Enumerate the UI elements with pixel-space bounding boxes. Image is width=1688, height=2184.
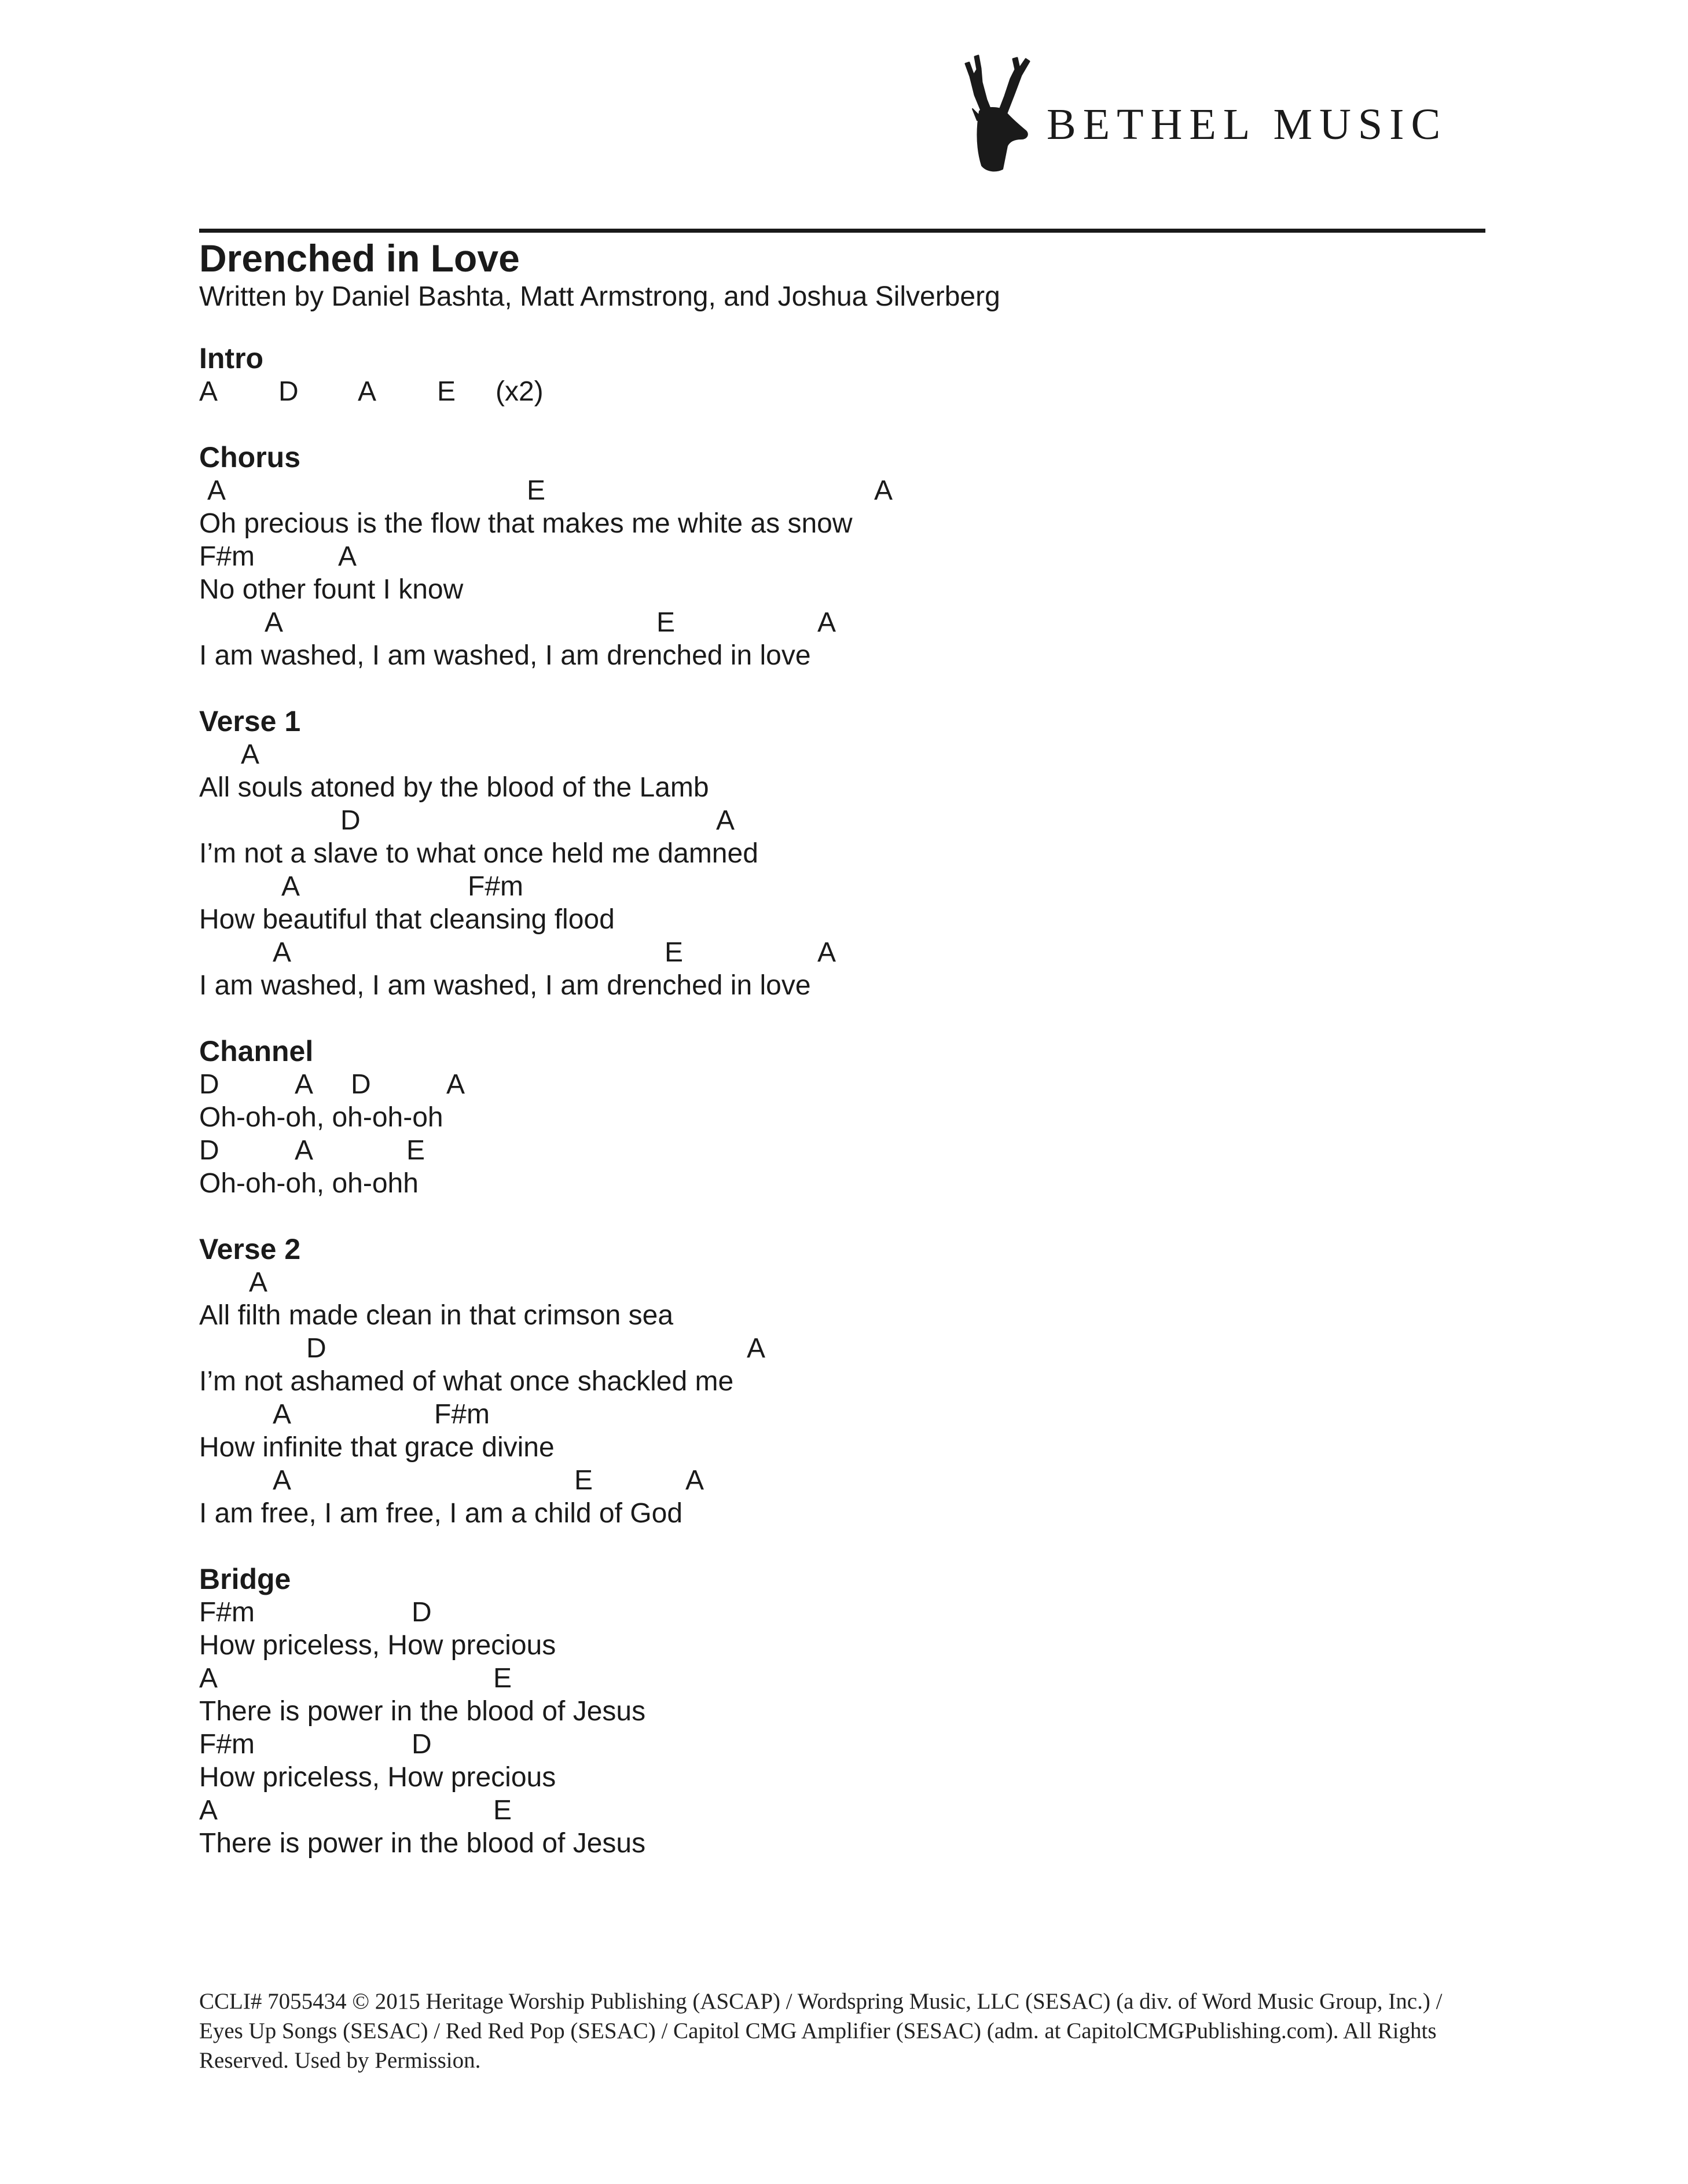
chord: A bbox=[241, 739, 260, 770]
song-title: Drenched in Love bbox=[199, 237, 520, 280]
chord: D bbox=[351, 1069, 371, 1100]
chord: A bbox=[273, 1399, 292, 1430]
section-title: Chorus bbox=[199, 441, 300, 473]
chord: E bbox=[527, 475, 546, 506]
chord: A bbox=[716, 805, 735, 836]
chord: E bbox=[665, 937, 684, 968]
chord-line bbox=[199, 1728, 1473, 1761]
lyric-line: All filth made clean in that crimson sea bbox=[199, 1300, 674, 1331]
lyric-line: No other fount I know bbox=[199, 574, 464, 605]
chord-line bbox=[199, 1662, 1473, 1695]
chord: A bbox=[199, 1795, 218, 1826]
chord: A bbox=[817, 937, 836, 968]
lyric-line: All souls atoned by the blood of the Lamb bbox=[199, 772, 709, 803]
chord-line bbox=[199, 474, 1473, 507]
section-title: Intro bbox=[199, 342, 264, 375]
chord: A bbox=[295, 1069, 314, 1100]
lyric-line: How beautiful that cleansing flood bbox=[199, 904, 615, 935]
section-title: Channel bbox=[199, 1035, 314, 1067]
lyric-line: I’m not ashamed of what once shackled me bbox=[199, 1366, 734, 1397]
lyric-line: Oh-oh-oh, oh-oh-oh bbox=[199, 1102, 443, 1133]
chord-line bbox=[199, 540, 1473, 573]
chord: A bbox=[273, 1465, 292, 1496]
section-chorus bbox=[199, 441, 1473, 672]
header-divider bbox=[199, 229, 1485, 233]
chord: A bbox=[295, 1135, 314, 1166]
section-verse-1 bbox=[199, 704, 1473, 1002]
chord: D bbox=[199, 1069, 219, 1100]
chord-line bbox=[199, 606, 1473, 639]
chord: A bbox=[249, 1267, 268, 1298]
chord: A bbox=[874, 475, 893, 506]
chord: A bbox=[747, 1333, 766, 1364]
chord: E bbox=[574, 1465, 593, 1496]
section-title: Verse 2 bbox=[199, 1233, 301, 1265]
lyric-line: How priceless, How precious bbox=[199, 1762, 556, 1793]
chord: E bbox=[493, 1795, 512, 1826]
chord: A bbox=[685, 1465, 704, 1496]
section-verse-2 bbox=[199, 1232, 1473, 1530]
chord-line bbox=[199, 804, 1473, 837]
chord-line bbox=[199, 1596, 1473, 1629]
chord: A bbox=[358, 376, 377, 407]
chord: A bbox=[265, 607, 284, 638]
chord: F#m bbox=[199, 541, 255, 572]
chord-line bbox=[199, 1332, 1473, 1365]
lyric-line: How infinite that grace divine bbox=[199, 1432, 555, 1463]
lyric-line: I am free, I am free, I am a child of God bbox=[199, 1498, 683, 1529]
chord-line bbox=[199, 1398, 1473, 1431]
chord-line bbox=[199, 1068, 1473, 1101]
chord-line bbox=[199, 738, 1473, 771]
section-bridge bbox=[199, 1562, 1473, 1860]
chord: E bbox=[493, 1663, 512, 1694]
chord-line bbox=[199, 375, 1473, 408]
chord: A bbox=[446, 1069, 465, 1100]
chord: D bbox=[412, 1729, 432, 1760]
section-title: Bridge bbox=[199, 1563, 291, 1595]
lyric-line: I am washed, I am washed, I am drenched in love bbox=[199, 970, 811, 1001]
chord-line bbox=[199, 1266, 1473, 1299]
chord-line bbox=[199, 936, 1473, 969]
song-credits: Written by Daniel Bashta, Matt Armstrong, and Joshua Silverberg bbox=[199, 281, 1000, 312]
chord: D bbox=[412, 1597, 432, 1628]
chord: A bbox=[273, 937, 292, 968]
lyric-line: There is power in the blood of Jesus bbox=[199, 1696, 646, 1727]
section-title: Verse 1 bbox=[199, 705, 301, 737]
lyric-line: Oh precious is the flow that makes me white as snow bbox=[199, 508, 853, 539]
brand-name: BETHEL MUSIC bbox=[1047, 100, 1448, 149]
chord: A bbox=[338, 541, 357, 572]
chord: E bbox=[656, 607, 676, 638]
chord-line bbox=[199, 1464, 1473, 1497]
section-channel bbox=[199, 1034, 1473, 1200]
chord-line bbox=[199, 870, 1473, 903]
chord: A bbox=[199, 376, 218, 407]
lyric-line: How priceless, How precious bbox=[199, 1630, 556, 1661]
lyric-line: I’m not a slave to what once held me damned bbox=[199, 838, 758, 869]
chord-line bbox=[199, 1794, 1473, 1827]
repeat-marker: (x2) bbox=[496, 376, 544, 407]
stag-head-icon bbox=[949, 46, 1036, 174]
chord-sheet bbox=[199, 342, 1473, 1892]
chord: D bbox=[199, 1135, 219, 1166]
chord-line bbox=[199, 1134, 1473, 1167]
chord: D bbox=[278, 376, 299, 407]
copyright-notice: CCLI# 7055434 © 2015 Heritage Worship Publishing (ASCAP) / Wordspring Music, LLC (SESAC) (a div. of Word Music Group, Inc.) / Eyes Up Songs (SESAC) / Red Red Pop (SESAC) / Capitol CMG Amplifier (SESAC) (adm. at CapitolCMGPublishing.com). All Rights Reserved. Used by Permission. bbox=[199, 1989, 1443, 2073]
chord: F#m bbox=[434, 1399, 490, 1430]
chord: F#m bbox=[199, 1729, 255, 1760]
bethel-music-logo bbox=[949, 46, 1470, 185]
lyric-line: There is power in the blood of Jesus bbox=[199, 1828, 646, 1859]
chord: A bbox=[207, 475, 226, 506]
chord: A bbox=[199, 1663, 218, 1694]
chord: E bbox=[406, 1135, 425, 1166]
chord: A bbox=[281, 871, 300, 902]
chord: D bbox=[340, 805, 361, 836]
chord: F#m bbox=[199, 1597, 255, 1628]
lyric-line: I am washed, I am washed, I am drenched in love bbox=[199, 640, 811, 671]
chord: A bbox=[817, 607, 836, 638]
chord: D bbox=[306, 1333, 326, 1364]
section-intro bbox=[199, 342, 1473, 408]
chord: F#m bbox=[468, 871, 523, 902]
chord: E bbox=[437, 376, 456, 407]
lyric-line: Oh-oh-oh, oh-ohh bbox=[199, 1168, 419, 1199]
